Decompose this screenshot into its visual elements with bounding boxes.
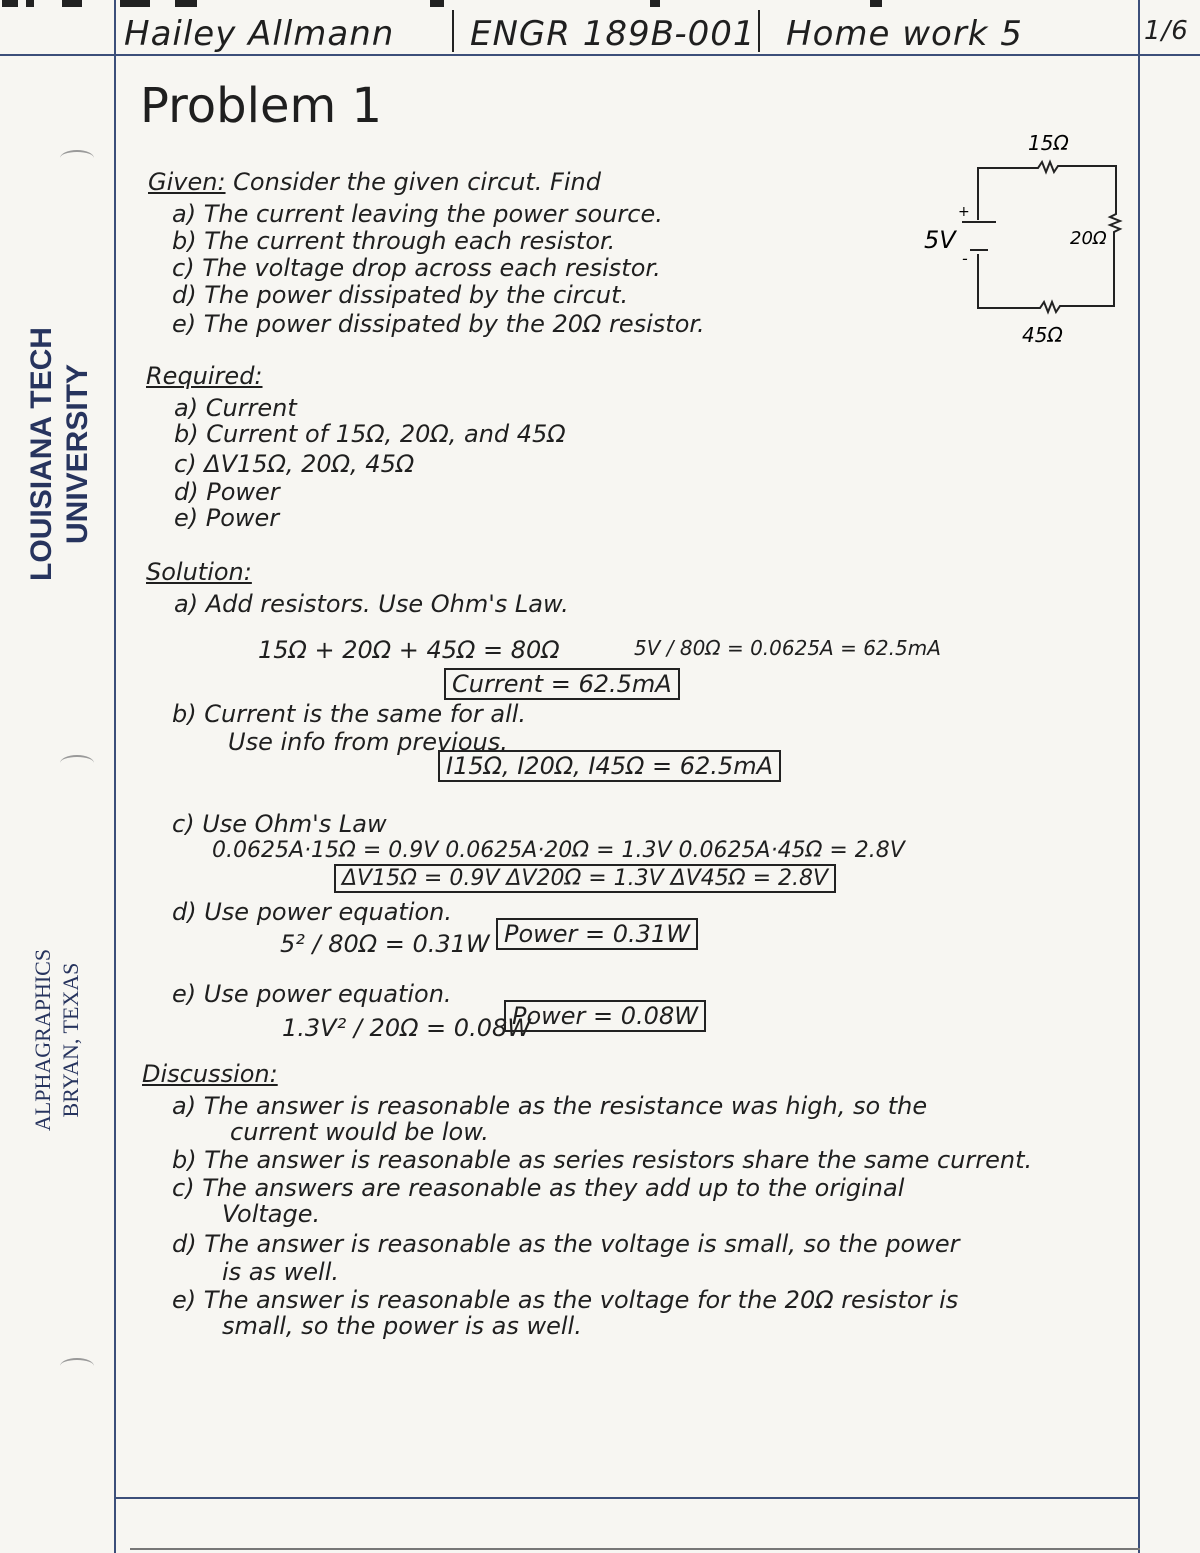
resistor-label-bottom: 45Ω — [1022, 323, 1063, 347]
solution-d-calc: 5² / 80Ω = 0.31W — [280, 930, 490, 958]
printer-line2: BRYAN, TEXAS — [58, 962, 83, 1118]
course-code: ENGR 189B-001 — [470, 14, 756, 54]
discussion-line: a) The answer is reasonable as the resistance was high, so the — [172, 1092, 928, 1120]
printer-imprint — [29, 820, 99, 1260]
required-item: d) Power — [174, 478, 280, 506]
solution-heading: Solution: — [146, 558, 252, 586]
solution-b-text2: Use info from previous. — [228, 728, 508, 756]
solution-a-calc: 15Ω + 20Ω + 45Ω = 80Ω — [258, 636, 560, 664]
footer-rule — [130, 1548, 1140, 1550]
resistor-label-right: 20Ω — [1070, 228, 1107, 249]
hole-mark — [60, 755, 94, 771]
answer-d-box: Power = 0.31W — [496, 918, 698, 950]
required-item: c) ΔV15Ω, 20Ω, 45Ω — [174, 450, 415, 478]
header-rule — [0, 54, 1200, 56]
solution-b-text: b) Current is the same for all. — [172, 700, 527, 728]
top-edge-marks — [0, 0, 1200, 10]
problem-title: Problem 1 — [140, 78, 383, 134]
plus-sign: + — [958, 204, 970, 220]
solution-c-calc: 0.0625A·15Ω = 0.9V 0.0625A·20Ω = 1.3V 0.0625A·45Ω = 2.8V — [212, 838, 905, 863]
required-item: b) Current of 15Ω, 20Ω, and 45Ω — [174, 420, 566, 448]
required-item: e) Power — [174, 504, 280, 532]
bottom-rule — [114, 1497, 1140, 1499]
page-number: 1/6 — [1144, 16, 1189, 46]
circuit-diagram — [910, 120, 1130, 350]
student-name: Hailey Allmann — [124, 14, 395, 54]
solution-a-text: a) Add resistors. Use Ohm's Law. — [174, 590, 569, 618]
given-item: b) The current through each resistor. — [172, 227, 616, 255]
given-item: a) The current leaving the power source. — [172, 200, 663, 228]
given-item: e) The power dissipated by the 20Ω resistor. — [172, 310, 705, 338]
answer-e-box: Power = 0.08W — [504, 1000, 706, 1032]
required-heading: Required: — [146, 362, 263, 390]
discussion-line: e) The answer is reasonable as the voltage for the 20Ω resistor is — [172, 1286, 959, 1314]
university-imprint — [24, 244, 104, 664]
discussion-line: is as well. — [222, 1258, 339, 1286]
solution-d-text: d) Use power equation. — [172, 898, 453, 926]
minus-sign: - — [962, 249, 968, 268]
hole-mark — [60, 1358, 94, 1374]
discussion-line: current would be low. — [230, 1118, 489, 1146]
answer-c-box: ΔV15Ω = 0.9V ΔV20Ω = 1.3V ΔV45Ω = 2.8V — [334, 864, 836, 893]
solution-a-division: 5V / 80Ω = 0.0625A = 62.5mA — [634, 636, 941, 660]
printer-line1: ALPHAGRAPHICS — [30, 948, 55, 1132]
header-divider — [452, 10, 454, 52]
solution-c-text: c) Use Ohm's Law — [172, 810, 387, 838]
discussion-heading: Discussion: — [142, 1060, 278, 1088]
answer-a-box: Current = 62.5mA — [444, 668, 680, 700]
given-intro: Consider the given circut. Find — [233, 168, 601, 196]
discussion-line: c) The answers are reasonable as they add up to the original — [172, 1174, 905, 1202]
discussion-line: d) The answer is reasonable as the voltage is small, so the power — [172, 1230, 960, 1258]
source-label: 5V — [924, 226, 956, 254]
discussion-line: small, so the power is as well. — [222, 1312, 582, 1340]
given-item: c) The voltage drop across each resistor. — [172, 254, 661, 282]
answer-b-box: I15Ω, I20Ω, I45Ω = 62.5mA — [438, 750, 781, 782]
assignment-title: Home work 5 — [786, 14, 1023, 54]
header-divider — [758, 10, 760, 52]
given-item: d) The power dissipated by the circut. — [172, 281, 629, 309]
discussion-line: Voltage. — [222, 1200, 321, 1228]
university-line2: UNIVERSITY — [61, 363, 94, 545]
given-heading: Given: — [148, 168, 226, 196]
left-margin-line — [114, 0, 116, 1553]
solution-e-text: e) Use power equation. — [172, 980, 452, 1008]
university-line1: LOUISIANA TECH — [25, 327, 58, 581]
hole-mark — [60, 150, 94, 166]
resistor-label-top: 15Ω — [1028, 131, 1069, 155]
discussion-line: b) The answer is reasonable as series resistors share the same current. — [172, 1146, 1033, 1174]
right-margin-line — [1138, 0, 1140, 1553]
given-block — [148, 168, 601, 196]
required-item: a) Current — [174, 394, 297, 422]
solution-e-calc: 1.3V² / 20Ω = 0.08W — [282, 1014, 531, 1042]
